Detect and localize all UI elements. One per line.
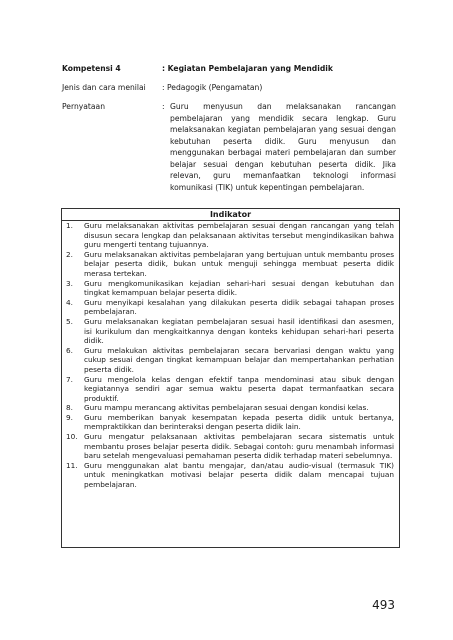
indikator-table (61, 208, 400, 548)
indikator-text: Guru melaksanakan aktivitas pembelajaran yang bertujuan untuk membantu proses belajar peserta didik, bukan untuk menguji sehingga membuat peserta didik merasa tertekan. (84, 249, 394, 278)
indikator-number: 6. (66, 345, 73, 355)
indikator-item (62, 461, 399, 490)
indikator-text: Guru mampu merancang aktivitas pembelajaran sesuai dengan kondisi kelas. (84, 403, 369, 413)
indikator-text: Guru menggunakan alat bantu mengajar, dan/atau audio-visual (termasuk TIK) untuk meningkatkan motivasi belajar peserta didik dalam mencapai tujuan pembelajaran. (84, 460, 394, 490)
pernyataan-label: Pernyataan (62, 102, 106, 111)
indikator-number: 8. (66, 403, 73, 413)
indikator-number: 5. (66, 316, 73, 326)
indikator-text: Guru melakukan aktivitas pembelajaran secara bervariasi dengan waktu yang cukup sesuai dengan tingkat kemampuan belajar dan mempertahankan perhatian peserta didik. (84, 345, 394, 374)
indikator-item (62, 279, 399, 298)
indikator-text: Guru melaksanakan aktivitas pembelajaran sesuai dengan rancangan yang telah disusun secara lengkap dan pelaksanaan aktivitas tersebut mengindikasikan bahwa guru mengerti tentang tujuannya. (84, 221, 394, 250)
jenis-label: Jenis dan cara menilai (62, 83, 146, 92)
indikator-item (62, 317, 399, 346)
indikator-item (62, 403, 399, 413)
indikator-heading: Indikator (62, 209, 399, 221)
indikator-item (62, 413, 399, 432)
indikator-item (62, 298, 399, 317)
indikator-number: 1. (66, 221, 73, 230)
indikator-number: 11. (66, 460, 78, 470)
jenis-value: : Pedagogik (Pengamatan) (162, 83, 263, 92)
indikator-item (62, 375, 399, 404)
indikator-text: Guru mengelola kelas dengan efektif tanpa mendominasi atau sibuk dengan kegiatannya sendiri agar semua waktu peserta dapat termanfaatkan secara produktif. (84, 374, 394, 403)
indikator-text: Guru memberikan banyak kesempatan kepada peserta didik untuk bertanya, mempraktikkan dan berinteraksi dengan peserta didik lain. (84, 412, 394, 432)
indikator-number: 9. (66, 412, 73, 422)
indikator-item (62, 221, 399, 250)
indikator-text: Guru menyikapi kesalahan yang dilakukan peserta didik sebagai tahapan proses pembelajaran. (84, 297, 394, 317)
indikator-list (62, 221, 399, 490)
indikator-item (62, 346, 399, 375)
indikator-text: Guru mengatur pelaksanaan aktivitas pembelajaran secara sistematis untuk membantu proses belajar peserta didik. Sebagai contoh: guru menambah informasi baru setelah mengevaluasi pemahaman peserta didik terhadap materi sebelumnya. (84, 432, 394, 461)
indikator-number: 7. (66, 374, 73, 384)
indikator-number: 4. (66, 297, 73, 307)
indikator-text: Guru mengkomunikasikan kejadian sehari-hari sesuai dengan kebutuhan dan tingkat kemampuan belajar peserta didik. (84, 278, 394, 298)
pernyataan-text: Guru menyusun dan melaksanakan rancangan pembelajaran yang mendidik secara lengkap. Guru melaksanakan kegiatan pembelajaran yang sesuai dengan kebutuhan peserta didik. Guru menyusun dan menggunakan berbagai materi pembelajaran dan sumber belajar sesuai dengan kebutuhan peserta didik. Jika relevan, guru memanfaatkan teknologi informasi komunikasi (TIK) untuk kepentingan pembelajaran. (170, 102, 396, 192)
indikator-item (62, 250, 399, 279)
indikator-number: 3. (66, 278, 73, 288)
indikator-number: 10. (66, 432, 78, 442)
indikator-item (62, 432, 399, 461)
indikator-number: 2. (66, 249, 73, 259)
indikator-text: Guru melaksanakan kegiatan pembelajaran sesuai hasil identifikasi dan asesmen, isi kurikulum dan mengkaitkannya dengan konteks kehidupan sehari-hari peserta didik. (84, 316, 394, 346)
page-number: 493 (372, 598, 395, 612)
kompetensi-label: Kompetensi 4 (62, 64, 121, 73)
kompetensi-value: : Kegiatan Pembelajaran yang Mendidik (162, 64, 333, 73)
pernyataan-separator: : (162, 102, 165, 111)
